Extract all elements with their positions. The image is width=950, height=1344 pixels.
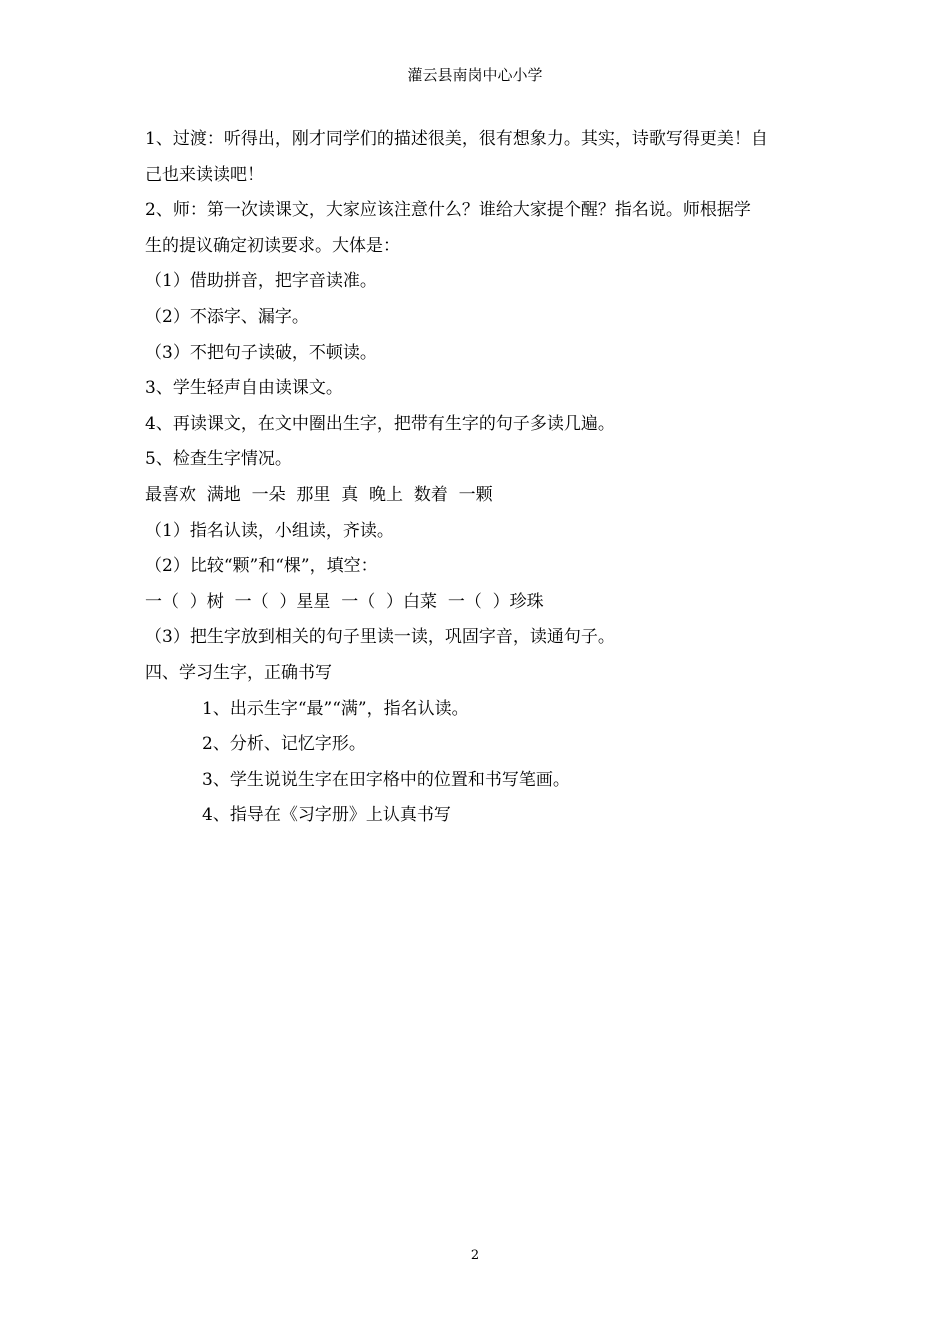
paragraph-line: 己也来读读吧！ — [145, 164, 264, 185]
paragraph-line: 生的提议确定初读要求。大体是： — [145, 235, 400, 256]
list-item: 3、学生说说生字在田字格中的位置和书写笔画。 — [202, 769, 570, 790]
list-item: （3）不把句子读破，不顿读。 — [145, 342, 377, 363]
paragraph-line: 4、再读课文，在文中圈出生字，把带有生字的句子多读几遍。 — [145, 413, 615, 434]
paragraph-line: 3、学生轻声自由读课文。 — [145, 378, 343, 399]
list-item: （3）把生字放到相关的句子里读一读，巩固字音，读通句子。 — [145, 627, 615, 648]
document-body — [145, 122, 810, 834]
list-item: （1）借助拼音，把字音读准。 — [145, 271, 377, 292]
paragraph-line: 5、检查生字情况。 — [145, 449, 292, 470]
list-item: （2）比较“颗”和“棵”，填空： — [145, 556, 378, 577]
list-item: （2）不添字、漏字。 — [145, 306, 309, 327]
paragraph-line: 1、过渡：听得出，刚才同学们的描述很美，很有想象力。其实，诗歌写得更美！自 — [145, 129, 768, 149]
list-item: 2、分析、记忆字形。 — [202, 734, 366, 755]
list-item: 1、出示生字“最”“满”，指名认读。 — [202, 698, 469, 719]
list-item: 4、指导在《习字册》上认真书写 — [202, 805, 451, 826]
paragraph-line: 2、师：第一次读课文，大家应该注意什么？谁给大家提个醒？指名说。师根据学 — [145, 200, 751, 221]
vocabulary-line: 最喜欢 满地 一朵 那里 真 晚上 数着 一颗 — [145, 484, 493, 505]
section-heading: 四、学习生字，正确书写 — [145, 662, 332, 683]
page-number: 2 — [470, 1248, 480, 1263]
page-header: 灌云县南岗中心小学 — [407, 66, 543, 84]
fill-in-blank-line: 一（ ）树 一（ ）星星 一（ ）白菜 一（ ）珍珠 — [145, 591, 544, 612]
list-item: （1）指名认读，小组读，齐读。 — [145, 520, 394, 541]
